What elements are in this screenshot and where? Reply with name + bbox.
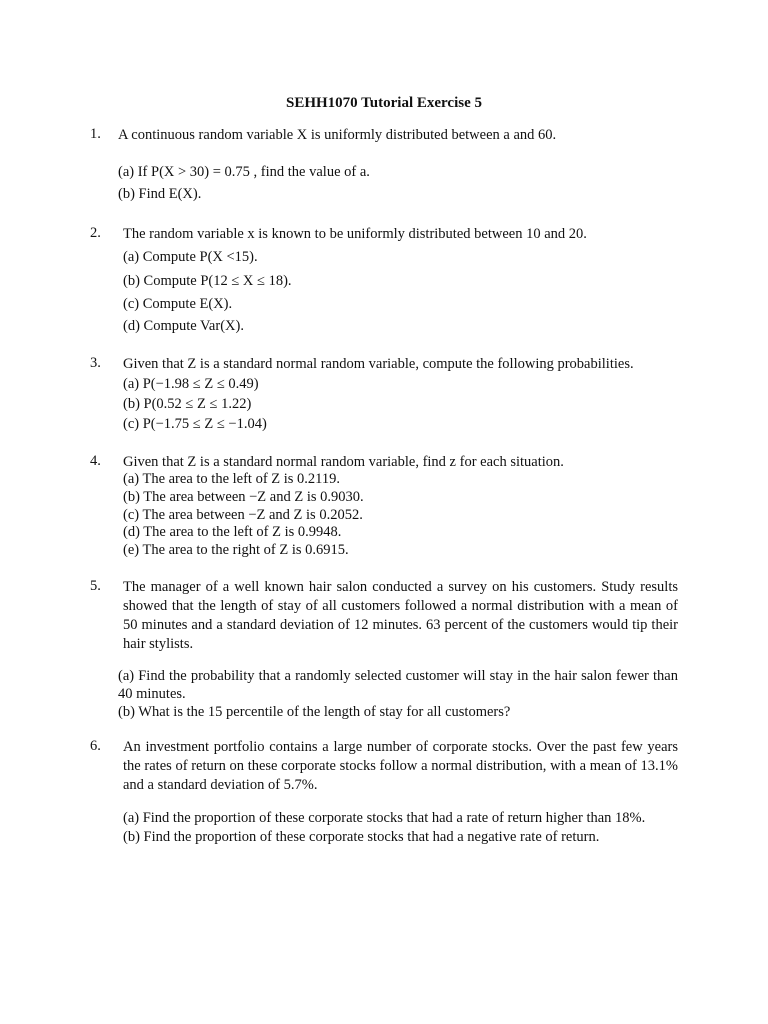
question-text: Given that Z is a standard normal random variable, compute the following probabilities. (123, 356, 634, 372)
question-text: The manager of a well known hair salon conducted a survey on his customers. Study results showed that the length of stay of all customers followed a normal distribution with a mean of 50 minutes and a standard deviation of 12 minutes. 63 percent of the customers would tip their hair stylists. (123, 579, 678, 652)
question-parts (123, 374, 685, 434)
question-part: (a) The area to the left of Z is 0.2119. (123, 471, 341, 487)
question-part: (d) Compute Var(X). (123, 318, 244, 334)
question-part: (b) What is the 15 percentile of the length of stay for all customers? (118, 704, 511, 720)
question-part: (d) The area to the left of Z is 0.9948. (123, 524, 342, 541)
question-number: 3. (90, 355, 101, 371)
question-part: (a) Find the probability that a randomly selected customer will stay in the hair salon fewer than 40 minutes. (118, 668, 678, 702)
question-part: (a) P(−1.98 ≤ Z ≤ 0.49) (123, 376, 259, 392)
question-number: 2. (90, 225, 101, 241)
question-part: (a) Find the proportion of these corporate stocks that had a rate of return higher than 18%. (123, 810, 646, 826)
question-text: An investment portfolio contains a large number of corporate stocks. Over the past few years the rates of return on these corporate stocks follow a normal distribution, with a mean of 13.1% and a standard deviation of 5.7%. (123, 739, 678, 793)
question-part: (c) Compute E(X). (123, 296, 233, 312)
question-part: (b) The area between −Z and Z is 0.9030. (123, 488, 364, 505)
question-part: (c) P(−1.75 ≤ Z ≤ −1.04) (123, 416, 267, 432)
question-part: (a) If P(X > 30) = 0.75 , find the value of a. (118, 164, 370, 180)
question-number: 4. (90, 453, 101, 469)
question-part: (b) Compute P(12 ≤ X ≤ 18). (123, 273, 292, 289)
question-part: (a) Compute P(X <15). (123, 249, 258, 265)
question-parts (118, 164, 680, 204)
question-parts (123, 245, 685, 337)
question-text: The random variable x is known to be uniformly distributed between 10 and 20. (123, 226, 587, 242)
question-text: A continuous random variable X is uniformly distributed between a and 60. (118, 127, 557, 143)
question-parts (123, 809, 685, 847)
question-number: 6. (90, 738, 101, 754)
question-part: (c) The area between −Z and Z is 0.2052. (123, 506, 363, 523)
question-parts (118, 667, 678, 721)
document-title: SEHH1070 Tutorial Exercise 5 (286, 95, 482, 111)
question-number: 1. (90, 126, 101, 142)
question-parts (123, 471, 685, 560)
question-number: 5. (90, 578, 101, 594)
question-part: (e) The area to the right of Z is 0.6915. (123, 542, 349, 559)
question-part: (b) P(0.52 ≤ Z ≤ 1.22) (123, 396, 252, 412)
question-part: (b) Find the proportion of these corporate stocks that had a negative rate of return. (123, 829, 600, 845)
question-text: Given that Z is a standard normal random variable, find z for each situation. (123, 454, 564, 470)
question-part: (b) Find E(X). (118, 186, 202, 202)
